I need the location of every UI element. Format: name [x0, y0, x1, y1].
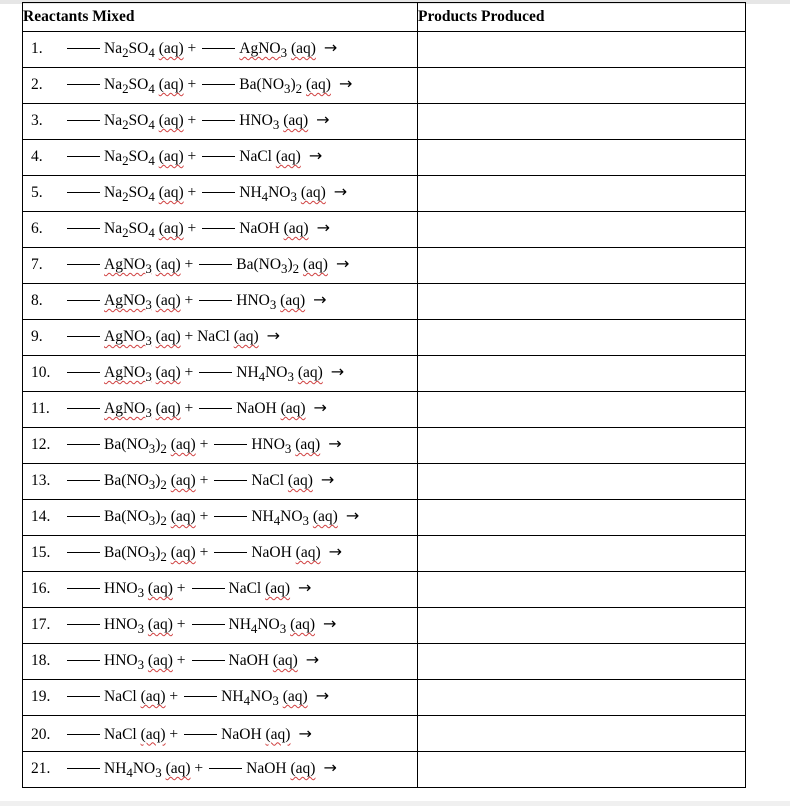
row-number: 4. [31, 147, 43, 165]
reaction-row [23, 104, 746, 140]
reaction-row [23, 680, 746, 716]
reaction-row [23, 536, 746, 572]
coefficient-blank[interactable] [67, 767, 100, 769]
row-number: 1. [31, 39, 43, 57]
coefficient-blank[interactable] [67, 733, 100, 735]
reactant-formula: NaOH (aq) [239, 219, 309, 237]
coefficient-blank[interactable] [67, 299, 100, 301]
reaction-arrow-icon: → [316, 217, 330, 237]
reaction-row [23, 320, 746, 356]
coefficient-blank[interactable] [209, 767, 242, 769]
products-cell[interactable] [418, 536, 746, 572]
reactant-formula: NaOH (aq) [251, 543, 321, 561]
reaction-row [23, 608, 746, 644]
row-number: 11. [31, 399, 50, 417]
reaction-row [23, 752, 746, 788]
reaction-arrow-icon: → [335, 253, 350, 273]
reactant-formula: NaOH (aq) [221, 725, 291, 743]
products-cell[interactable] [418, 284, 746, 320]
coefficient-blank[interactable] [67, 515, 100, 517]
reactants-cell [23, 716, 418, 752]
reactants-cell [23, 680, 418, 716]
reaction-arrow-icon: → [345, 505, 360, 525]
reactant-formula: $HNO_3$ (aq) [251, 435, 321, 457]
reactant-formula: $Ba(NO_3)_2$ (aq) + [104, 435, 209, 457]
reactant-formula: AgNO$_3$ (aq) + [104, 291, 194, 313]
reactant-formula: NaCl (aq) [239, 147, 301, 165]
coefficient-blank[interactable] [67, 551, 100, 553]
products-cell[interactable] [418, 428, 746, 464]
coefficient-blank[interactable] [202, 191, 235, 193]
reactant-formula: $NH_4NO_3$ (aq) [236, 363, 323, 385]
reactants-cell [23, 752, 418, 788]
reaction-row [23, 140, 746, 176]
reactants-cell [23, 500, 418, 536]
reactant-formula: $Na_2SO_4$ (aq) + [104, 75, 197, 97]
reactant-formula: $Na_2SO_4$ (aq) + [104, 39, 197, 61]
reactants-cell [23, 644, 418, 680]
coefficient-blank[interactable] [202, 227, 235, 229]
reaction-row [23, 392, 746, 428]
row-number: 16. [31, 579, 51, 597]
reaction-arrow-icon: → [298, 723, 312, 743]
reaction-row [23, 644, 746, 680]
reactant-formula: $HNO_3$ (aq) [236, 291, 306, 313]
coefficient-blank[interactable] [192, 659, 225, 661]
reactant-formula: $HNO_3$ (aq) + [104, 579, 186, 601]
reactant-formula: $Na_2SO_4$ (aq) + [104, 147, 197, 169]
reactant-formula: $NH_4NO_3$ (aq) [251, 507, 338, 529]
reactant-formula: $HNO_3$ (aq) + [104, 651, 186, 673]
products-cell[interactable] [418, 644, 746, 680]
products-cell[interactable] [418, 212, 746, 248]
reactants-cell [23, 104, 418, 140]
coefficient-blank[interactable] [184, 733, 217, 735]
row-number: 10. [31, 363, 51, 381]
coefficient-blank[interactable] [67, 623, 100, 625]
coefficient-blank[interactable] [202, 47, 235, 49]
row-number: 5. [31, 183, 43, 201]
reactants-cell [23, 392, 418, 428]
reactants-cell [23, 572, 418, 608]
coefficient-blank[interactable] [202, 155, 235, 157]
products-cell[interactable] [418, 608, 746, 644]
row-number: 18. [31, 651, 51, 669]
coefficient-blank[interactable] [202, 119, 235, 121]
products-cell[interactable] [418, 176, 746, 212]
products-cell[interactable] [418, 68, 746, 104]
reaction-row [23, 428, 746, 464]
reaction-row [23, 32, 746, 68]
reaction-row [23, 176, 746, 212]
reaction-arrow-icon: → [266, 325, 281, 345]
coefficient-blank[interactable] [184, 695, 217, 697]
reactant-formula: AgNO$_3$ (aq) + [104, 363, 194, 385]
reactant-formula: $Ba(NO_3)_2$ (aq) [239, 75, 331, 97]
reactant-formula: $HNO_3$ (aq) [239, 111, 309, 133]
coefficient-blank[interactable] [67, 407, 100, 409]
reactant-formula: NaOH (aq) [246, 759, 316, 777]
coefficient-blank[interactable] [214, 551, 247, 553]
row-number: 2. [31, 75, 43, 93]
coefficient-blank[interactable] [214, 479, 247, 481]
reaction-rows [23, 32, 746, 788]
reactants-cell [23, 212, 418, 248]
reaction-arrow-icon: → [320, 469, 335, 489]
reactant-formula: AgNO$_3$ (aq) + NaCl (aq) [104, 327, 259, 349]
reactant-formula: $HNO_3$ (aq) + [104, 615, 186, 637]
coefficient-blank[interactable] [199, 299, 232, 301]
reactant-formula: NaOH (aq) [228, 651, 298, 669]
reaction-table [22, 2, 746, 788]
reactant-formula: $Na_2SO_4$ (aq) + [104, 183, 197, 205]
coefficient-blank[interactable] [67, 191, 100, 193]
reaction-row [23, 284, 746, 320]
reactant-formula: NaCl (aq) [228, 579, 291, 597]
coefficient-blank[interactable] [192, 587, 225, 589]
row-number: 17. [31, 615, 51, 633]
reactant-formula: NaCl (aq) [251, 471, 313, 489]
reactant-formula: $NH_4NO_3$ (aq) [239, 183, 326, 205]
reaction-arrow-icon: → [333, 181, 348, 201]
row-number: 7. [31, 255, 43, 273]
products-cell[interactable] [418, 140, 746, 176]
coefficient-blank[interactable] [67, 695, 100, 697]
coefficient-blank[interactable] [199, 263, 232, 265]
header-row [23, 3, 746, 32]
reactants-cell [23, 320, 418, 356]
products-cell[interactable] [418, 32, 746, 68]
reaction-arrow-icon: → [323, 757, 337, 777]
reactant-formula: $NH_4NO_3$ (aq) [221, 687, 308, 709]
products-cell[interactable] [418, 680, 746, 716]
reactant-formula: $Ba(NO_3)_2$ (aq) + [104, 471, 209, 493]
reactant-formula: $NH_4NO_3$ (aq) [228, 615, 316, 637]
coefficient-blank[interactable] [214, 515, 247, 517]
products-cell[interactable] [418, 320, 746, 356]
reactant-formula: AgNO$_3$ (aq) [239, 39, 316, 61]
coefficient-blank[interactable] [67, 155, 100, 157]
products-cell[interactable] [418, 716, 746, 752]
coefficient-blank[interactable] [214, 443, 247, 445]
row-number: 13. [31, 471, 51, 489]
reactant-formula: $Ba(NO_3)_2$ (aq) + [104, 507, 209, 529]
reactant-formula: AgNO$_3$ (aq) + [104, 255, 194, 277]
products-header: Products Produced [418, 3, 746, 32]
row-number: 15. [31, 543, 51, 561]
products-cell[interactable] [418, 500, 746, 536]
products-cell[interactable] [418, 752, 746, 788]
reaction-arrow-icon: → [316, 109, 330, 129]
reaction-arrow-icon: → [328, 541, 343, 561]
row-number: 14. [31, 507, 51, 525]
coefficient-blank[interactable] [199, 371, 232, 373]
reaction-arrow-icon: → [328, 433, 342, 453]
reaction-arrow-icon: → [305, 649, 320, 669]
coefficient-blank[interactable] [67, 83, 100, 85]
reactants-cell [23, 140, 418, 176]
reaction-row [23, 248, 746, 284]
reactant-formula: NaCl (aq) + [104, 725, 179, 743]
reactant-formula: $Ba(NO_3)_2$ (aq) + [104, 543, 209, 565]
reaction-arrow-icon: → [298, 577, 312, 597]
reaction-arrow-icon: → [315, 685, 330, 705]
reaction-arrow-icon: → [308, 145, 323, 165]
reactant-formula: $Ba(NO_3)_2$ (aq) [236, 255, 328, 277]
reactants-cell [23, 356, 418, 392]
row-number: 12. [31, 435, 51, 453]
row-number: 20. [31, 725, 51, 743]
reaction-row [23, 212, 746, 248]
reactant-formula: NaOH (aq) [236, 399, 306, 417]
coefficient-blank[interactable] [199, 407, 232, 409]
row-number: 6. [31, 219, 43, 237]
products-cell[interactable] [418, 356, 746, 392]
coefficient-blank[interactable] [67, 587, 100, 589]
coefficient-blank[interactable] [67, 443, 100, 445]
reactant-formula: NaCl (aq) + [104, 687, 179, 705]
coefficient-blank[interactable] [67, 659, 100, 661]
reactants-cell [23, 428, 418, 464]
coefficient-blank[interactable] [67, 479, 100, 481]
reactant-formula: AgNO$_3$ (aq) + [104, 399, 194, 421]
products-cell[interactable] [418, 392, 746, 428]
reaction-row [23, 572, 746, 608]
bottom-edge [0, 801, 790, 806]
reactant-formula: $Na_2SO_4$ (aq) + [104, 219, 197, 241]
coefficient-blank[interactable] [67, 263, 100, 265]
reaction-row [23, 716, 746, 752]
reactants-cell [23, 68, 418, 104]
coefficient-blank[interactable] [192, 623, 225, 625]
reactants-cell [23, 536, 418, 572]
reactants-cell [23, 32, 418, 68]
reactants-cell [23, 284, 418, 320]
reactants-cell [23, 176, 418, 212]
coefficient-blank[interactable] [67, 227, 100, 229]
coefficient-blank[interactable] [67, 371, 100, 373]
coefficient-blank[interactable] [67, 47, 100, 49]
products-cell[interactable] [418, 464, 746, 500]
reactants-header: Reactants Mixed [23, 3, 418, 32]
reactant-formula: $NH_4NO_3$ (aq) + [104, 759, 204, 781]
reaction-arrow-icon: → [313, 397, 327, 417]
reactant-formula: $Na_2SO_4$ (aq) + [104, 111, 197, 133]
row-number: 21. [31, 759, 51, 777]
reactants-cell [23, 248, 418, 284]
products-cell[interactable] [418, 248, 746, 284]
row-number: 19. [31, 687, 51, 705]
reaction-arrow-icon: → [323, 37, 338, 57]
reaction-arrow-icon: → [323, 613, 337, 633]
reaction-row [23, 500, 746, 536]
products-cell[interactable] [418, 572, 746, 608]
products-cell[interactable] [418, 104, 746, 140]
reactants-cell [23, 464, 418, 500]
row-number: 8. [31, 291, 43, 309]
reactants-cell [23, 608, 418, 644]
reaction-arrow-icon: → [338, 73, 353, 93]
reaction-row [23, 356, 746, 392]
row-number: 9. [31, 327, 43, 345]
reaction-row [23, 464, 746, 500]
coefficient-blank[interactable] [67, 335, 100, 337]
reaction-row [23, 68, 746, 104]
reaction-arrow-icon: → [313, 289, 327, 309]
row-number: 3. [31, 111, 43, 129]
reaction-arrow-icon: → [330, 361, 345, 381]
coefficient-blank[interactable] [202, 83, 235, 85]
coefficient-blank[interactable] [67, 119, 100, 121]
